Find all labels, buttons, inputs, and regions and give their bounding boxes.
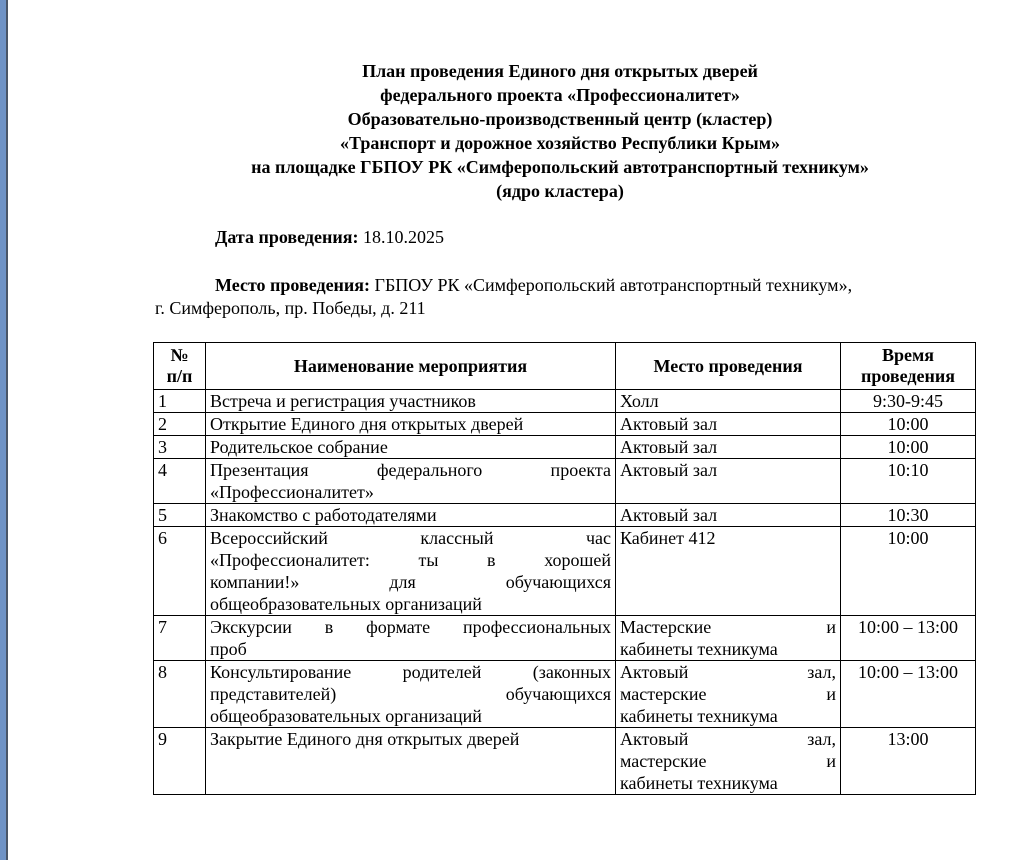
cell-line: кабинеты техникума xyxy=(620,639,778,659)
cell-place xyxy=(616,616,841,661)
title-line: Образовательно-производственный центр (кластер) xyxy=(347,109,773,129)
table-row xyxy=(154,728,976,795)
cell-num: 6 xyxy=(154,527,206,616)
cell-line: Актовый зал xyxy=(620,414,718,434)
title-line: на площадке ГБПОУ РК «Симферопольский автотранспортный техникум» xyxy=(251,157,869,177)
cell-num: 2 xyxy=(154,413,206,436)
cell-line: Актовый зал, xyxy=(620,729,836,749)
cell-line: Знакомство с работодателями xyxy=(210,505,437,525)
cell-num: 7 xyxy=(154,616,206,661)
cell-time: 10:00 – 13:00 xyxy=(841,616,976,661)
header-num xyxy=(154,343,206,390)
cell-line: общеобразовательных организаций xyxy=(210,706,482,726)
cell-line: Актовый зал xyxy=(620,505,718,525)
header-place: Место проведения xyxy=(616,343,841,390)
cell-place xyxy=(616,413,841,436)
cell-num: 3 xyxy=(154,436,206,459)
cell-line: кабинеты техникума xyxy=(620,773,778,793)
cell-line: Встреча и регистрация участников xyxy=(210,391,476,411)
cell-line: Закрытие Единого дня открытых дверей xyxy=(210,729,520,749)
table-header-row xyxy=(154,343,976,390)
cell-num: 4 xyxy=(154,459,206,504)
cell-line: Экскурсии в формате профессиональных xyxy=(210,617,611,637)
cell-line: Всероссийский классный час xyxy=(210,528,611,548)
cell-place xyxy=(616,459,841,504)
cell-name xyxy=(206,661,616,728)
table-row xyxy=(154,436,976,459)
cell-num: 8 xyxy=(154,661,206,728)
cell-line: Актовый зал xyxy=(620,460,718,480)
date-label: Дата проведения: xyxy=(215,227,359,247)
cell-name xyxy=(206,616,616,661)
cell-line: Презентация федерального проекта xyxy=(210,460,611,480)
cell-name xyxy=(206,728,616,795)
table-row xyxy=(154,459,976,504)
title-line: (ядро кластера) xyxy=(496,181,624,201)
cell-name xyxy=(206,504,616,527)
table-row xyxy=(154,661,976,728)
cell-place xyxy=(616,504,841,527)
cell-line: Родительское собрание xyxy=(210,437,388,457)
cell-line: Актовый зал, xyxy=(620,662,836,682)
cell-time: 10:30 xyxy=(841,504,976,527)
place-value: ГБПОУ РК «Симферопольский автотранспортный техникум», xyxy=(370,275,853,295)
header-time-line: Время xyxy=(881,345,934,365)
place-label: Место проведения: xyxy=(215,275,371,295)
document-title xyxy=(150,59,970,203)
header-time xyxy=(841,343,976,390)
cell-name xyxy=(206,459,616,504)
table-row xyxy=(154,616,976,661)
cell-line: Холл xyxy=(620,391,659,411)
place-address: г. Симферополь, пр. Победы, д. 211 xyxy=(155,298,426,318)
cell-num: 1 xyxy=(154,390,206,413)
cell-line: Мастерские и xyxy=(620,617,836,637)
table-row xyxy=(154,527,976,616)
cell-time: 10:00 xyxy=(841,436,976,459)
cell-place xyxy=(616,661,841,728)
table-row xyxy=(154,504,976,527)
table-row xyxy=(154,390,976,413)
cell-line: компании!» для обучающихся xyxy=(210,572,611,592)
header-time-line: проведения xyxy=(861,366,955,386)
cell-time: 10:00 – 13:00 xyxy=(841,661,976,728)
cell-name xyxy=(206,436,616,459)
cell-time: 10:10 xyxy=(841,459,976,504)
cell-line: мастерские и xyxy=(620,684,836,704)
table-row xyxy=(154,413,976,436)
cell-line: общеобразовательных организаций xyxy=(210,594,482,614)
cell-place xyxy=(616,390,841,413)
title-line: федерального проекта «Профессионалитет» xyxy=(380,85,740,105)
cell-line: кабинеты техникума xyxy=(620,706,778,726)
cell-num: 5 xyxy=(154,504,206,527)
cell-line: «Профессионалитет» xyxy=(210,482,374,502)
title-line: План проведения Единого дня открытых дверей xyxy=(362,61,758,81)
cell-time: 9:30-9:45 xyxy=(841,390,976,413)
cell-place xyxy=(616,436,841,459)
cell-line: проб xyxy=(210,639,247,659)
events-table xyxy=(153,342,976,795)
title-line: «Транспорт и дорожное хозяйство Республики Крым» xyxy=(340,133,780,153)
cell-name xyxy=(206,413,616,436)
cell-num: 9 xyxy=(154,728,206,795)
header-num-line: № xyxy=(170,345,189,365)
cell-line: мастерские и xyxy=(620,751,836,771)
cell-time: 10:00 xyxy=(841,413,976,436)
cell-line: Консультирование родителей (законных xyxy=(210,662,611,682)
date-paragraph xyxy=(215,226,444,248)
window-edge-border xyxy=(6,0,8,860)
cell-place xyxy=(616,527,841,616)
cell-time: 13:00 xyxy=(841,728,976,795)
cell-line: «Профессионалитет: ты в хорошей xyxy=(210,550,611,570)
cell-line: Актовый зал xyxy=(620,437,718,457)
cell-line: Открытие Единого дня открытых дверей xyxy=(210,414,524,434)
date-value: 18.10.2025 xyxy=(358,227,444,247)
cell-line: Кабинет 412 xyxy=(620,528,716,548)
cell-name xyxy=(206,390,616,413)
cell-line: представителей) обучающихся xyxy=(210,684,611,704)
header-name: Наименование мероприятия xyxy=(206,343,616,390)
cell-time: 10:00 xyxy=(841,527,976,616)
header-num-line: п/п xyxy=(166,366,193,386)
cell-name xyxy=(206,527,616,616)
place-paragraph xyxy=(215,274,852,296)
cell-place xyxy=(616,728,841,795)
